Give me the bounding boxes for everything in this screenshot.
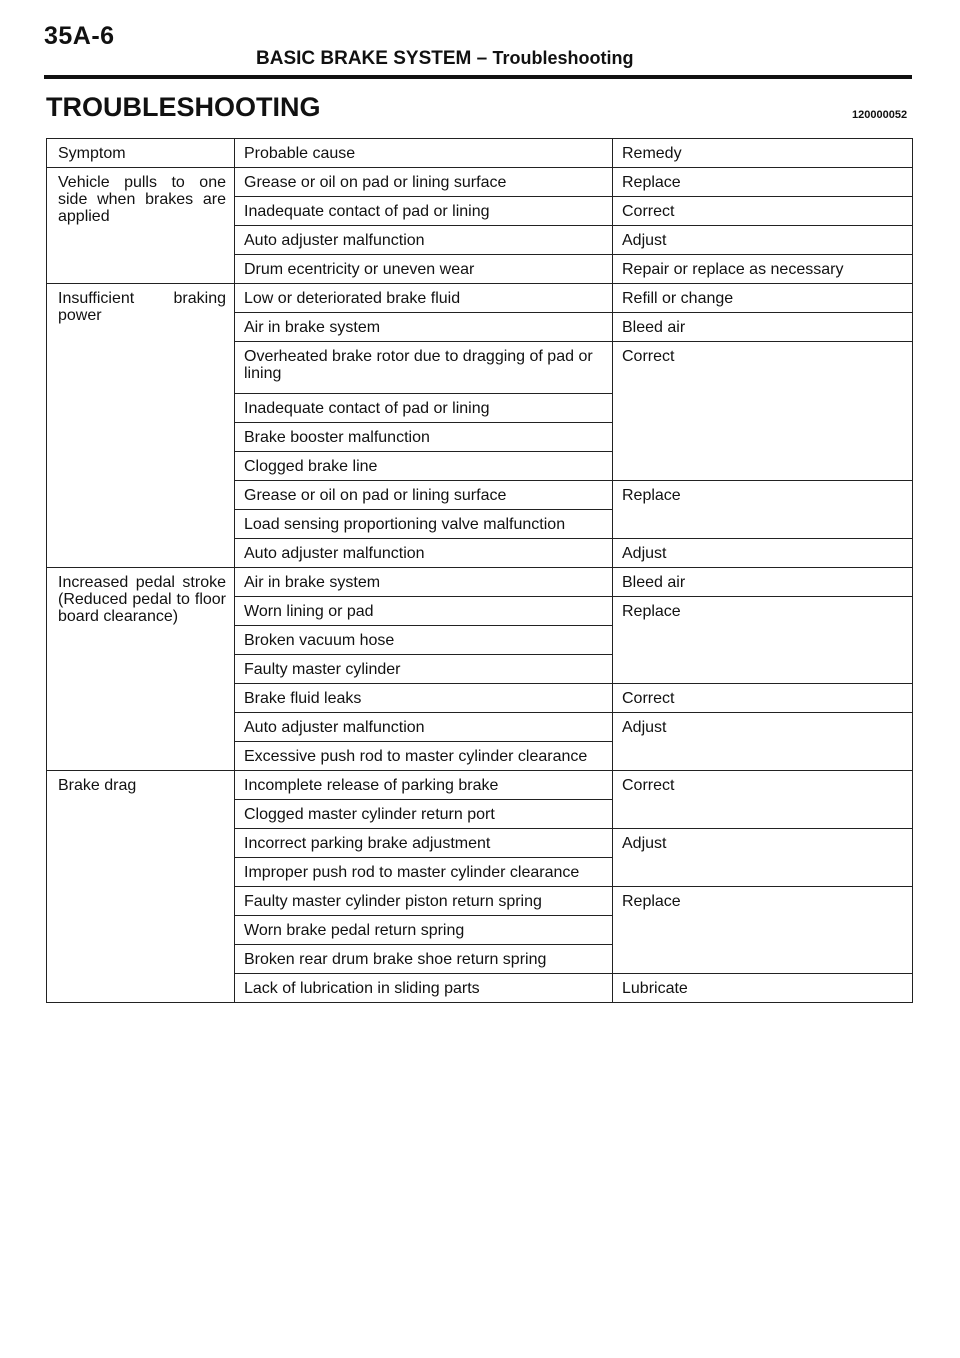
remedy-cell: Bleed air: [613, 313, 913, 342]
symptom-text: Insufficient braking power: [58, 290, 226, 324]
symptom-text: Brake drag: [58, 777, 137, 794]
probable-cause-cell: Improper push rod to master cylinder clearance: [235, 858, 613, 887]
remedy-cell: Adjust: [613, 226, 913, 255]
remedy-cell: Correct: [613, 342, 913, 481]
probable-cause-cell: Low or deteriorated brake fluid: [235, 284, 613, 313]
probable-cause-cell: Worn lining or pad: [235, 597, 613, 626]
remedy-cell: Bleed air: [613, 568, 913, 597]
remedy-cell: Replace: [613, 168, 913, 197]
probable-cause-cell: Drum ecentricity or uneven wear: [235, 255, 613, 284]
probable-cause-cell: Air in brake system: [235, 568, 613, 597]
probable-cause-cell: Auto adjuster malfunction: [235, 539, 613, 568]
remedy-cell: Replace: [613, 887, 913, 974]
table-row: [47, 771, 913, 800]
probable-cause-cell: Auto adjuster malfunction: [235, 226, 613, 255]
probable-cause-cell: Overheated brake rotor due to dragging of pad or lining: [235, 342, 613, 394]
page-number: 35A-6: [44, 22, 115, 50]
remedy-cell: Lubricate: [613, 974, 913, 1003]
probable-cause-cell: Clogged master cylinder return port: [235, 800, 613, 829]
table-header-row: [47, 139, 913, 168]
probable-cause-cell: Broken rear drum brake shoe return spring: [235, 945, 613, 974]
table-row: [47, 168, 913, 197]
probable-cause-cell: Grease or oil on pad or lining surface: [235, 481, 613, 510]
probable-cause-cell: Clogged brake line: [235, 452, 613, 481]
probable-cause-cell: Incorrect parking brake adjustment: [235, 829, 613, 858]
probable-cause-cell: Load sensing proportioning valve malfunction: [235, 510, 613, 539]
symptom-text: Vehicle pulls to one side when brakes are applied: [58, 174, 226, 225]
table-row: [47, 568, 913, 597]
header-main-title: BASIC BRAKE SYSTEM: [256, 48, 472, 69]
probable-cause-cell: Broken vacuum hose: [235, 626, 613, 655]
header-separator: –: [476, 48, 488, 69]
probable-cause-cell: Brake fluid leaks: [235, 684, 613, 713]
document-code: 120000052: [852, 109, 908, 121]
symptom-cell: [47, 284, 235, 568]
remedy-cell: Correct: [613, 771, 913, 829]
remedy-cell: Replace: [613, 481, 913, 539]
header-probable-cause: Probable cause: [235, 139, 613, 168]
probable-cause-cell: Inadequate contact of pad or lining: [235, 197, 613, 226]
probable-cause-cell: Air in brake system: [235, 313, 613, 342]
table-row: [47, 284, 913, 313]
troubleshooting-table: [46, 138, 913, 1003]
header-subtitle: Troubleshooting: [492, 48, 634, 68]
symptom-cell: [47, 771, 235, 1003]
probable-cause-cell: Lack of lubrication in sliding parts: [235, 974, 613, 1003]
remedy-cell: Adjust: [613, 829, 913, 887]
remedy-cell: Refill or change: [613, 284, 913, 313]
probable-cause-cell: Brake booster malfunction: [235, 423, 613, 452]
probable-cause-cell: Inadequate contact of pad or lining: [235, 394, 613, 423]
probable-cause-cell: Faulty master cylinder: [235, 655, 613, 684]
remedy-cell: Adjust: [613, 539, 913, 568]
probable-cause-cell: Worn brake pedal return spring: [235, 916, 613, 945]
probable-cause-cell: Faulty master cylinder piston return spring: [235, 887, 613, 916]
probable-cause-cell: Incomplete release of parking brake: [235, 771, 613, 800]
section-title: TROUBLESHOOTING: [46, 92, 321, 122]
remedy-cell: Repair or replace as necessary: [613, 255, 913, 284]
probable-cause-cell: Grease or oil on pad or lining surface: [235, 168, 613, 197]
header-symptom: Symptom: [47, 139, 235, 168]
remedy-cell: Correct: [613, 684, 913, 713]
header-remedy: Remedy: [613, 139, 913, 168]
symptom-cell: [47, 168, 235, 284]
table-body: [47, 168, 913, 1003]
remedy-cell: Correct: [613, 197, 913, 226]
remedy-cell: Adjust: [613, 713, 913, 771]
probable-cause-cell: Excessive push rod to master cylinder clearance: [235, 742, 613, 771]
header-title: [256, 48, 634, 70]
header-rule: [44, 75, 912, 79]
symptom-text: Increased pedal stroke (Reduced pedal to floor board clearance): [58, 574, 226, 625]
remedy-cell: Replace: [613, 597, 913, 684]
probable-cause-cell: Auto adjuster malfunction: [235, 713, 613, 742]
symptom-cell: [47, 568, 235, 771]
